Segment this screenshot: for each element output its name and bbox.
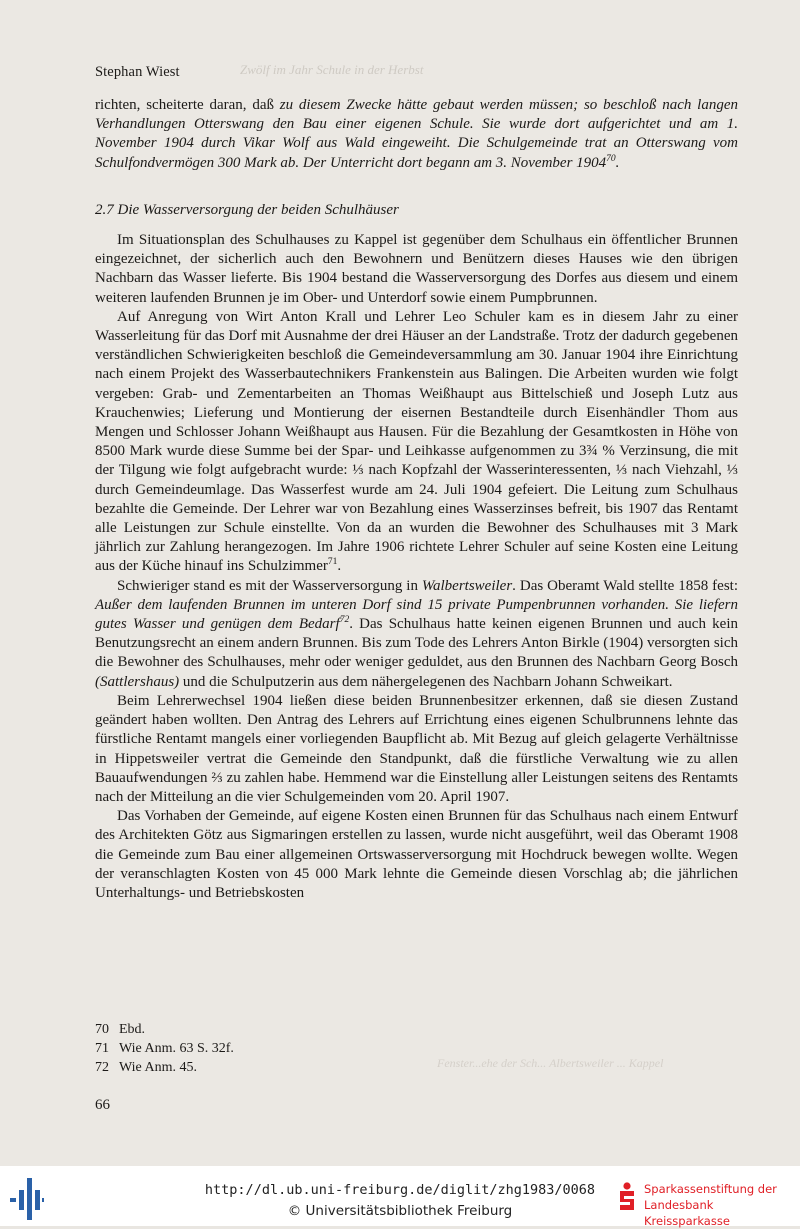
- footnote-ref-71: 71: [327, 557, 338, 568]
- footnote-ref-70: 70: [606, 153, 616, 164]
- place-name: Walbertsweiler: [421, 577, 513, 594]
- quoted-text: Außer dem laufenden Brunnen im unteren Dorf sind 15 private Pumpenbrunnen vorhanden. Sie liefern gutes Wasser und genügen dem Bedarf: [95, 596, 738, 633]
- footnote-text: Wie Anm. 63 S. 32f.: [119, 1041, 234, 1056]
- page-number: 66: [95, 1097, 110, 1113]
- sponsor-logo[interactable]: [616, 1180, 796, 1228]
- continued-lead: richten, scheiterte daran, daß: [95, 97, 274, 113]
- p3-d: und die Schulputzerin aus dem nähergelegenen des Nachbarn Johann Schweikart.: [179, 673, 673, 690]
- paragraph-4: Beim Lehrerwechsel 1904 ließen diese beiden Brunnenbesitzer erkennen, daß sie diesen Zustand geändert haben wollten. Den Antrag des Lehrers auf Errichtung eines eigenen Schulbrunnens lehnte das fürstliche Rentamt mangels einer vorliegenden Baupflicht ab. Mit Bezug auf gleich gelagerte Verhältnisse in Hippetsweiler vertrat die Gemeinde den Standpunkt, daß die fürstliche Verwaltung wie zu allen Bauaufwendungen ⅔ zu zahlen habe. Hemmend war die Einstellung aller Leistungen seitens des Rentamts nach der Mitteilung an die vier Schulgemeinden vom 20. April 1907.: [95, 692, 738, 805]
- paragraph-2-end: .: [337, 558, 342, 575]
- bleed-through-text-bottom: Fenster...ehe der Sch... Albertsweiler ... Kappel: [437, 1056, 664, 1070]
- bleed-through-text: Zwölf im Jahr Schule in der Herbst: [240, 62, 424, 77]
- viewer-footer: [0, 1166, 800, 1226]
- p3-b: . Das Oberamt Wald stellte 1858 fest:: [512, 577, 738, 594]
- paragraph-2-text: Auf Anregung von Wirt Anton Krall und Lehrer Leo Schuler kam es in diesem Jahr zu einer Wasserleitung für das Dorf mit Ausnahme der drei Häuser an der Landstraße. Trotz der dadurch gegebenen verständlichen Schwierigkeiten beschloß die Gemeindeversammlung am 30. Januar 1904 ihre Einrichtung nach einem Projekt des Wasserbautechnikers Frankenstein aus Balingen. Die Arbeiten wurden wie folgt vergeben: Grab- und Zementarbeiten an Thomas Weißhaupt aus Bittelschieß und Joseph Lutz aus Krauchenwies; Lieferung und Montierung der eisernen Bestandteile durch Eisenhändler Thom aus Mengen und Schlosser Johann Weißhaupt aus Hausen. Für die Bezahlung der Gesamtkosten in Höhe von 8500 Mark wurde diese Summe bei der Spar- und Leihkasse aufgenommen zu 3¾ % Verzinsung, die mit der Tilgung wie folgt aufgebracht wurde: ⅓ nach Kopfzahl der Wasserinteressenten, ⅓ nach Viehzahl, ⅓ durch Gemeindeumlage. Das Wasserfest wurde am 24. Juli 1904 gefeiert. Die Leitung zum Schulhaus bezahlte die Gemeinde. Der Lehrer war von Bezahlung eines Wasserzinses befreit, bis 1907 das Rentamt alle Leistungen zur Schule einstellte. Von da an wurden die Bewohner des Schulhauses mit 3 Mark jährlich zur Zahlung herangezogen. Im Jahre 1906 richtete Lehrer Schuler auf seine Kosten eine Leitung aus der Küche hinauf ins Schulzimmer: [95, 308, 738, 575]
- continued-end: .: [615, 154, 620, 171]
- footnote-ref-72: 72: [339, 615, 350, 626]
- footnote: [95, 1020, 395, 1039]
- running-header-author: Stephan Wiest: [95, 64, 180, 80]
- paragraph-2: [95, 308, 738, 577]
- continued-paragraph: [95, 96, 738, 173]
- p3-a: Schwieriger stand es mit der Wasserversorgung in: [117, 577, 422, 594]
- paragraph-3: [95, 577, 738, 692]
- paragraph-1: Im Situationsplan des Schulhauses zu Kappel ist gegenüber dem Schulhaus ein öffentlicher Brunnen eingezeichnet, der sicherlich auch den Bewohnern und Benützern dieses Hauses wie den übrigen Nachbarn das Wasser lieferte. Bis 1904 bestand die Wasserversorgung des Dorfes aus diesem und einem weiteren laufenden Brunnen je im Ober- und Unterdorf sowie einem Pumpbrunnen.: [95, 232, 738, 306]
- sparkasse-s-icon: [616, 1182, 638, 1216]
- p3-c: . Das Schulhaus hatte keinen eigenen Brunnen und auch kein Benutzungsrecht an einem andern Brunnen. Bis zum Tode des Lehrers Anton Birkle (1904) versorgten sich die Bewohner des Schulhauses, mehr oder weniger geduldet, aus den Brunnen des Nachbarn Georg Bosch: [95, 616, 738, 671]
- permalink-url[interactable]: http://dl.ub.uni-freiburg.de/diglit/zhg1983/0068: [204, 1182, 596, 1198]
- footnote: [95, 1039, 395, 1058]
- copyright-notice: © Universitätsbibliothek Freiburg: [287, 1203, 513, 1219]
- section-heading: 2.7 Die Wasserversorgung der beiden Schulhäuser: [95, 201, 399, 218]
- footnote-number: 71: [95, 1041, 109, 1056]
- paragraph-5: Das Vorhaben der Gemeinde, auf eigene Kosten einen Brunnen für das Schulhaus nach einem Entwurf des Architekten Götz aus Sigmaringen erstellen zu lassen, wurde nicht ausgeführt, weil das Oberamt 1908 die Gemeinde zum Bau einer allgemeinen Ortswasserversorgung mit Hochdruck bewegen wollte. Wegen der veranschlagten Kosten von 45 000 Mark lehnte die Gemeinde diesen Vorschlag ab; die jährlichen Unterhaltungs- und Betriebskosten: [95, 808, 738, 901]
- sponsor-line-2: Landesbank Kreissparkasse: [644, 1198, 730, 1228]
- footnote-number: 70: [95, 1022, 109, 1037]
- sponsor-line-1: Sparkassenstiftung der: [644, 1182, 777, 1196]
- footnote-text: Ebd.: [119, 1022, 146, 1037]
- footnote-number: 72: [95, 1060, 109, 1075]
- footnotes: [95, 1020, 395, 1077]
- sponsor-text: [644, 1181, 796, 1229]
- house-name: (Sattlershaus): [95, 673, 180, 690]
- page-body: [95, 96, 738, 903]
- footnote: [95, 1058, 395, 1077]
- continued-italic: zu diesem Zwecke hätte gebaut werden müssen; so beschloß nach langen Verhandlungen Otterswang den Bau einer eigenen Schule. Sie wurde dort aufgerichtet und am 1. November 1904 durch Vikar Wolf aus Wald eingeweiht. Die Schulgemeinde trat an Otterswang vom Schulfondvermögen 300 Mark ab. Der Unterricht dort begann am 3. November 1904: [95, 97, 738, 171]
- footnote-text: Wie Anm. 45.: [119, 1060, 197, 1075]
